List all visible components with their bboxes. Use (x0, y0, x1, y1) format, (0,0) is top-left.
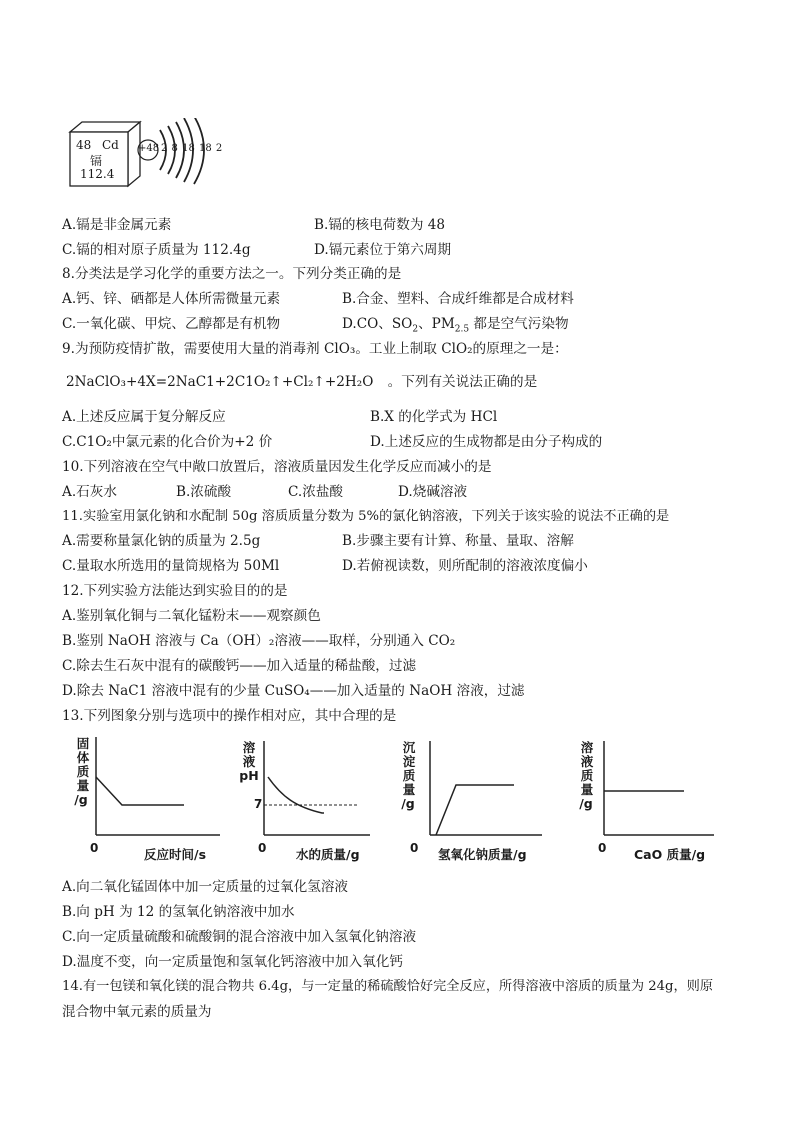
graph3-y-label: 沉 淀 质 量 /g (401, 740, 416, 811)
element-mass: 112.4 (80, 167, 115, 181)
cadmium-figure (68, 118, 228, 190)
q9-equation-line (66, 373, 537, 391)
element-name: 镉 (90, 154, 103, 168)
graph-precipitate-plot (396, 733, 546, 863)
q8-option-c: C.一氧化碳、甲烷、乙醇都是有机物 (62, 316, 281, 332)
q9-equation-tail: 。下列有关说法正确的是 (387, 374, 538, 390)
graph4-y-label: 溶 液 质 量 /g (579, 740, 594, 811)
graph-precipitate (396, 733, 546, 863)
q9-equation: 2NaClO₃+4X=2NaC1+2C1O₂↑+Cl₂↑+2H₂O (66, 374, 374, 390)
graph4-origin: 0 (598, 841, 607, 855)
graph2-tick-7: 7 (254, 797, 263, 811)
graph2-x-label: 水的质量/g (296, 847, 360, 862)
graph-solid-mass (62, 733, 222, 863)
graph3-origin: 0 (410, 841, 419, 855)
graph3-x-label: 氢氧化钠质量/g (438, 847, 527, 862)
q7-option-c: C.镉的相对原子质量为 112.4g (62, 242, 251, 258)
q14-line1: 14.有一包镁和氧化镁的混合物共 6.4g，与一定量的稀硫酸恰好完全反应，所得溶液中溶质的质量为 24g，则原 (62, 979, 714, 994)
q14-line2: 混合物中氧元素的质量为 (62, 1004, 212, 1020)
graph-solution-mass-plot (572, 733, 722, 863)
q11-option-c: C.量取水所选用的量筒规格为 50Ml (62, 558, 280, 574)
q9-option-c: C.C1O₂中氯元素的化合价为+2 价 (62, 434, 273, 450)
q11-option-d: D.若俯视读数，则所配制的溶液浓度偏小 (342, 558, 588, 574)
q10-option-a: A.石灰水 (62, 484, 117, 500)
q10-option-b: B.浓硫酸 (176, 484, 232, 500)
q13-option-d: D.温度不变，向一定质量饱和氢氧化钙溶液中加入氧化钙 (62, 954, 403, 970)
q12-option-b: B.鉴别 NaOH 溶液与 Ca（OH）₂溶液——取样，分别通入 CO₂ (62, 633, 456, 649)
q11-option-a: A.需要称量氯化钠的质量为 2.5g (62, 533, 261, 549)
q9-option-d: D.上述反应的生成物都是由分子构成的 (370, 434, 603, 450)
q13-stem: 13.下列图象分别与选项中的操作相对应，其中合理的是 (62, 708, 397, 724)
q7-option-a: A.镉是非金属元素 (62, 217, 172, 233)
graph-ph (230, 733, 380, 863)
q10-option-d: D.烧碱溶液 (398, 484, 468, 500)
q8-option-a: A.钙、锌、硒都是人体所需微量元素 (62, 291, 281, 307)
graph2-origin: 0 (258, 841, 267, 855)
q9-option-b: B.X 的化学式为 HCl (370, 409, 498, 425)
q12-option-d: D.除去 NaC1 溶液中混有的少量 CuSO₄——加入适量的 NaOH 溶液，过滤 (62, 683, 525, 699)
q8-option-b: B.合金、塑料、合成纤维都是合成材料 (342, 291, 574, 307)
graph2-y-label: 溶 液 pH (239, 740, 259, 783)
element-number: 48 (76, 138, 92, 152)
q13-option-b: B.向 pH 为 12 的氢氧化钠溶液中加水 (62, 904, 295, 920)
graph4-x-label: CaO 质量/g (634, 847, 706, 862)
q9-option-a: A.上述反应属于复分解反应 (62, 409, 226, 425)
q11-stem: 11.实验室用氯化钠和水配制 50g 溶质质量分数为 5%的氯化钠溶液，下列关于该实验的说法不正确的是 (62, 509, 670, 524)
q12-stem: 12.下列实验方法能达到实验目的的是 (62, 583, 288, 599)
element-symbol: Cd (102, 138, 119, 152)
q12-option-a: A.鉴别氧化铜与二氧化锰粉末——观察颜色 (62, 608, 321, 624)
electron-shells: 2 8 18 18 2 (161, 143, 223, 154)
graph1-x-label: 反应时间/s (144, 847, 207, 862)
graph1-y-label: 固 体 质 量 /g (74, 736, 90, 807)
q7-option-b: B.镉的核电荷数为 48 (314, 217, 446, 233)
nucleus-charge: +48 (138, 143, 160, 154)
q8-stem: 8.分类法是学习化学的重要方法之一。下列分类正确的是 (62, 266, 402, 282)
q7-option-d: D.镉元素位于第六周期 (314, 242, 452, 258)
q10-option-c: C.浓盐酸 (288, 484, 344, 500)
q13-option-a: A.向二氧化锰固体中加一定质量的过氧化氢溶液 (62, 879, 349, 895)
q11-option-b: B.步骤主要有计算、称量、量取、溶解 (342, 533, 574, 549)
q10-stem: 10.下列溶液在空气中敞口放置后，溶液质量因发生化学反应而减小的是 (62, 459, 492, 475)
graph1-origin: 0 (90, 841, 99, 855)
q9-stem: 9.为预防疫情扩散，需要使用大量的消毒剂 ClO₃。工业上制取 ClO₂的原理之一是： (62, 341, 568, 357)
q13-option-c: C.向一定质量硫酸和硫酸铜的混合溶液中加入氢氧化钠溶液 (62, 929, 417, 945)
q8-option-d: D.CO、$SO_2$、$PM_{2.5}$ 都是空气污染物 (342, 316, 569, 335)
q12-option-c: C.除去生石灰中混有的碳酸钙——加入适量的稀盐酸，过滤 (62, 658, 417, 674)
graph-solution-mass (572, 733, 722, 863)
